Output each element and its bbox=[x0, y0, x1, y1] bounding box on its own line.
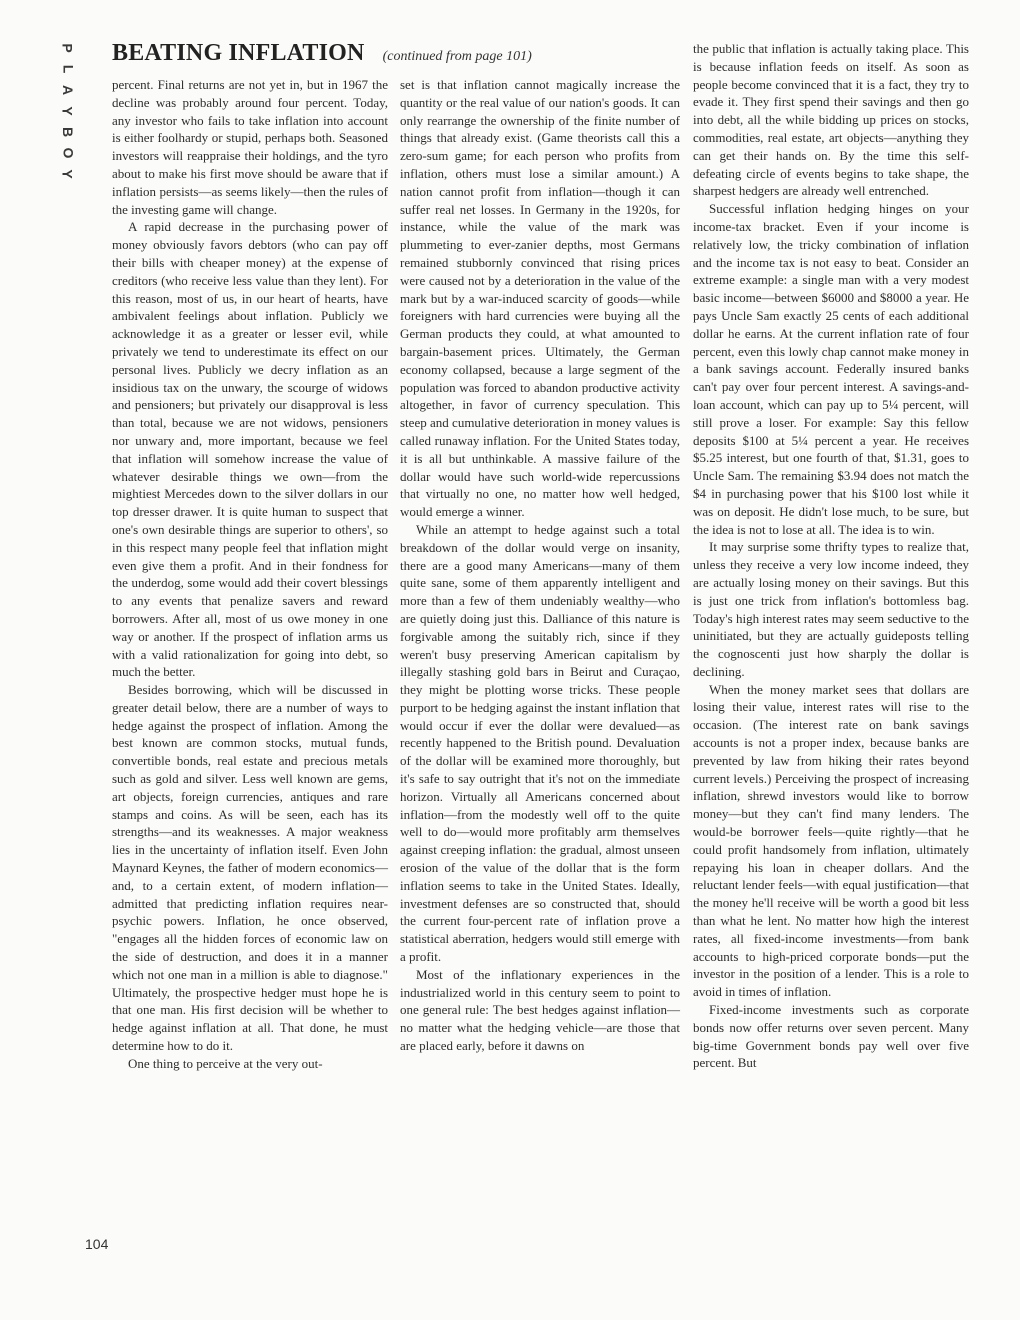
magazine-logo-vertical bbox=[60, 40, 76, 182]
paragraph: When the money market sees that dollars are losing their value, interest rates will rise to the occasion. (The interest rate on bank savings accounts is not a proper index, because banks are prevented by law from hiking their rates beyond current levels.) Perceiving the prospect of increasing inflation, shrewd investors would like to borrow money—but they can't find many lenders. The would-be borrower feels—quite rightly—that he could profit handsomely from inflation, ultimately repaying his loan in cheaper dollars. And the reluctant lender feels—with equal justification—that the money he'll receive will be worth a good bit less than what he lent. No matter how high the interest rates, all fixed-income investments—from bank accounts to high-priced corporate bonds—put the investor in the position of a lender. This is a role to avoid in times of inflation. bbox=[693, 681, 969, 1000]
text-column-3 bbox=[693, 40, 969, 1072]
paragraph: Most of the inflationary experiences in the industrialized world in this century seem to point to one general rule: The best hedges against inflation—no matter what the hedging vehicle—are those that are placed early, before it dawns on bbox=[400, 966, 680, 1054]
logo-letter: P bbox=[60, 43, 76, 53]
paragraph: Besides borrowing, which will be discussed in greater detail below, there are a number of ways to hedge against the prospect of inflation. Among the best known are common stocks, mutual funds, convertible bonds, real estate and precious metals such as gold and silver. Less well known are gems, art objects, foreign currencies, antiques and rare stamps and coins. As will be seen, each has its strengths—and its weaknesses. A major weakness lies in the uncertainty of inflation itself. Even John Maynard Keynes, the father of modern economics—and, to a certain extent, of modern inflation—admitted that predicting inflation requires near-psychic powers. Inflation, he once observed, "engages all the hidden forces of economic law on the side of destruction, and does it in a manner which not one man in a million is able to diagnose." Ultimately, the prospective hedger must hope he is that one man. His first decision will be whether to hedge against inflation at all. That done, he must determine how to do it. bbox=[112, 682, 388, 1054]
paragraph: set is that inflation cannot magically increase the quantity or the real value of our nation's goods. It can only rearrange the ownership of the finite number of things that already exist. (Game theorists call this a zero-sum game; for each person who profits from inflation, others must lose a similar amount.) A nation cannot profit from inflation—though it can suffer real net losses. In Germany in the 1920s, for instance, while the value of the mark was plummeting to ever-zanier depths, most Germans remained stubbornly convinced that rising prices were caused not by a deterioration in the value of the mark but by a war-induced scarcity of goods—while foreigners with hard currencies were buying all the German products they could, at what amounted to bargain-basement prices. Ultimately, the German economy collapsed, because a large segment of the population was forced to abandon productive activity altogether, in favor of currency speculation. This steep and cumulative deterioration in money values is called runaway inflation. For the United States today, it is all but unthinkable. A massive failure of the dollar would have such world-wide repercussions that virtually no one, no matter how well hedged, would emerge a winner. bbox=[400, 77, 680, 520]
logo-letter: Y bbox=[60, 169, 76, 179]
logo-letter: O bbox=[59, 147, 76, 159]
article-headline bbox=[112, 40, 672, 67]
logo-letter: Y bbox=[60, 106, 76, 116]
logo-letter: A bbox=[60, 84, 76, 96]
article-title: BEATING INFLATION bbox=[112, 40, 365, 66]
paragraph: percent. Final returns are not yet in, but in 1967 the decline was probably around four percent. Today, any investor who fails to take inflation into account is either foolhardy or stupid, perhaps both. Seasoned investors will reappraise their holdings, and the tyro about to make his first move should be aware that if inflation persists—as seems likely—then the rules of the investing game will change. bbox=[112, 77, 388, 217]
paragraph: One thing to perceive at the very out- bbox=[128, 1055, 323, 1071]
paragraph: Successful inflation hedging hinges on your income-tax bracket. Even if your income is relatively low, the tricky combination of inflation and the income tax is not easy to beat. Consider an extreme example: a single man with a very modest basic income—between $6000 and $8000 a year. He pays Uncle Sam exactly 25 cents of each additional dollar he earns. At the current inflation rate of four percent, even this lowly chap cannot make money in a bank savings account. Federally insured banks can't pay over four percent interest. A savings-and-loan account, which can pay up to 5¼ percent, will still prove a loser. For example: Say this fellow deposits $100 at 5¼ percent a year. He receives $5.25 interest, but one fourth of that, $1.31, goes to Uncle Sam. The remaining $3.94 does not match the $4 in purchasing power that his $100 lost while it was on deposit. He didn't lose much, to be sure, but the idea is not to lose at all. The idea is to win. bbox=[693, 201, 969, 537]
paragraph: It may surprise some thrifty types to realize that, unless they receive a very low income indeed, they are actually losing money on their savings. But this is just one trick from inflation's bottomless bag. Today's high interest rates may seem seductive to the uninitiated, but they are actually guideposts telling the cognoscenti just how sharply the dollar is declining. bbox=[693, 539, 969, 679]
paragraph: Fixed-income investments such as corporate bonds now offer returns over seven percent. Many big-time Government bonds pay well over five percent. But bbox=[693, 1002, 969, 1071]
logo-letter: L bbox=[60, 64, 76, 74]
page-number: 104 bbox=[85, 1236, 109, 1252]
paragraph: A rapid decrease in the purchasing power of money obviously favors debtors (who can pay off their bills with cheaper money) at the expense of creditors (who receive less value than they lent). For this reason, most of us, in our heart of hearts, have ambivalent feelings about inflation. Publicly we acknowledge it as a greater or lesser evil, while privately we tend to underestimate its effect on our personal lives. Publicly we decry inflation as an insidious tax on the unwary, the scourge of widows and pensioners; but privately our disapproval is less than total, because we are not widows, pensioners nor unwary and, more important, because we feel that inflation will somehow increase the value of whatever desirable things we own—from the mightiest Mercedes down to the silver dollars in our top dresser drawer. It is quite human to suspect that one's own desirable things are superior to others', so in this respect many people feel that inflation might even give them a profit. And in their fondness for the underdog, some would add their covert blessings to any events that penalize savers and reward borrowers. After all, most of us owe money in one way or another. If the prospect of inflation arms us with a valid rationalization for going into debt, so much the better. bbox=[112, 219, 388, 680]
paragraph: While an attempt to hedge against such a total breakdown of the dollar would verge on insanity, there are a good many Americans—many of them quite sane, some of them apparently intelligent and more than a few of them undeniably wealthy—who are quietly doing just this. Dalliance of this nature is forgivable among the suitably rich, since if they weren't busy preserving American capitalism by illegally stashing gold bars in Beirut and Curaçao, they might be plotting worse tricks. These people purport to be hedging against the instant inflation that would occur if ever the dollar were devalued—as recently happened to the British pound. Devaluation of the dollar will be examined more thoroughly, but it's safe to say outright that it's not on the immediate horizon. Virtually all Americans concerned about inflation—from the modestly well off to the quite well to do—would more profitably arm themselves against creeping inflation: the gradual, almost unseen erosion of the value of the dollar that is the form inflation seems to take in the United States. Ideally, investment defenses are so constructed that, should the current four-percent rate of inflation prove a statistical aberration, hedgers would still emerge with a profit. bbox=[400, 521, 680, 965]
text-column-1 bbox=[112, 76, 388, 1073]
continued-from-note: (continued from page 101) bbox=[382, 49, 532, 64]
text-column-2 bbox=[400, 76, 680, 1055]
paragraph: the public that inflation is actually taking place. This is because inflation feeds on itself. As soon as people become convinced that it is a fact, they try to evade it. They first spend their savings and then go into debt, all the while bidding up prices on stocks, commodities, real estate, art objects—anything they can get their hands on. By the time this self-defeating circle of events begins to take shape, the sharpest hedgers are already well entrenched. bbox=[693, 41, 969, 199]
logo-letter: B bbox=[60, 126, 76, 138]
